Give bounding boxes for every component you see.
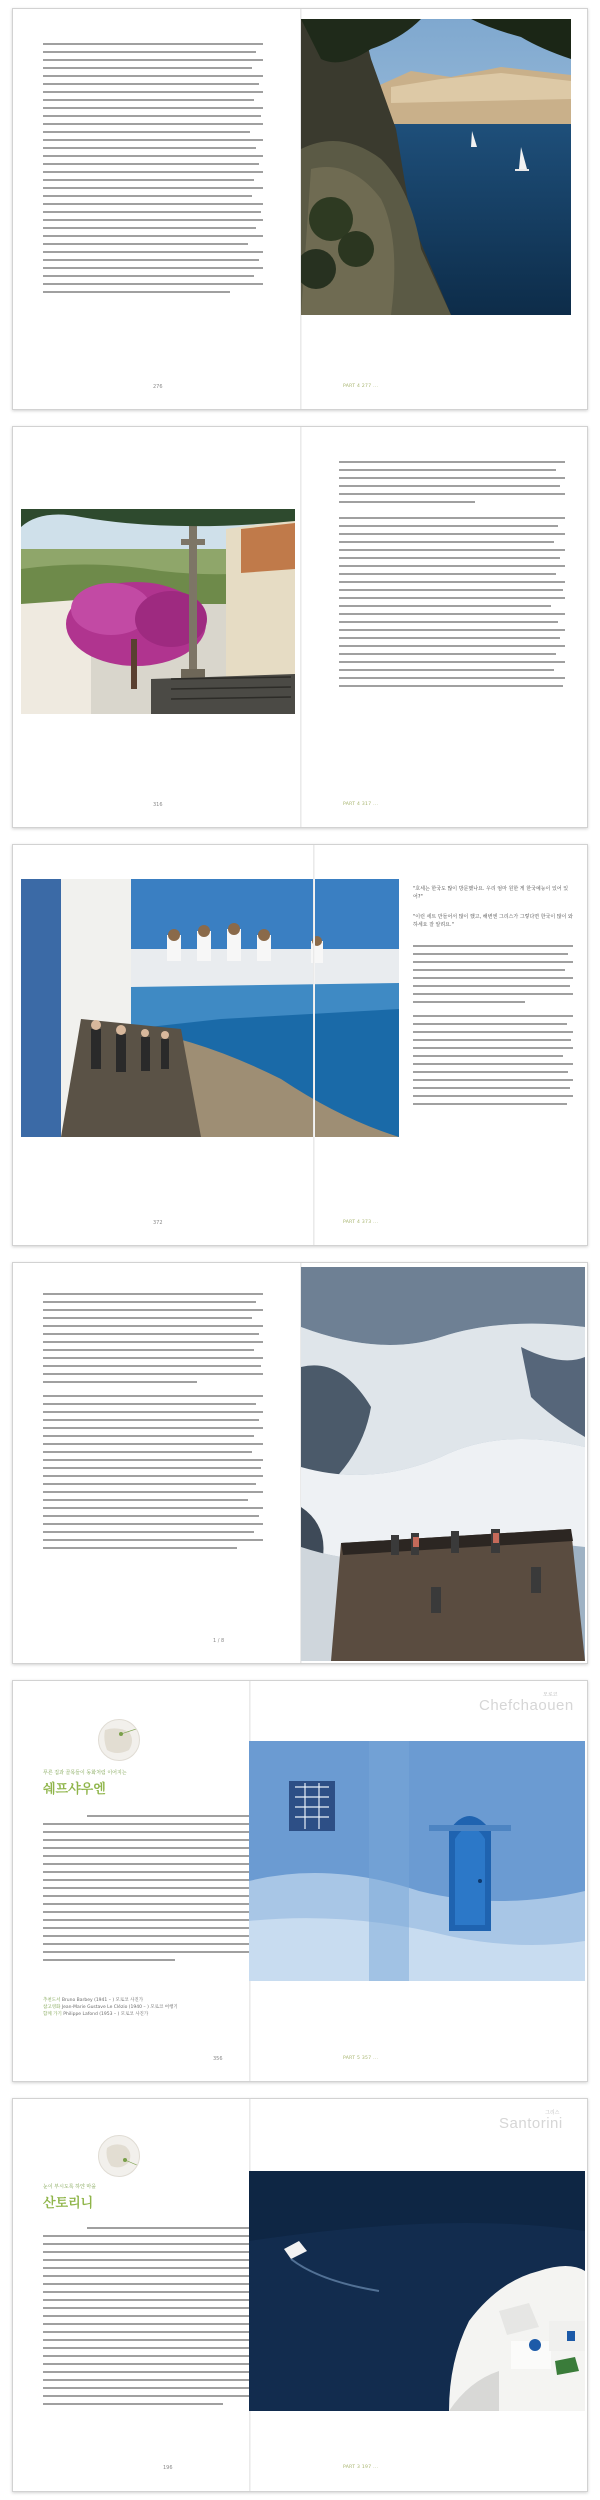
book-spread-2 [12,426,588,828]
place-korean-name: 산토리니 [43,2196,94,2211]
running-head: PART 4 317 ... [343,802,379,807]
photo-glacier-overlook [301,1267,585,1661]
photo-coastal-cliffs [301,19,571,315]
running-head: PART 4 277 ... [343,384,379,389]
book-spread-5 [12,1680,588,2082]
book-spread-3 [12,844,588,1246]
photo-village-cross-tree [21,509,295,714]
running-head: PART 4 373 ... [343,1220,379,1225]
running-head: PART 5 357 ... [343,2056,379,2061]
body-text-block [413,945,573,1145]
folio-left: 276 [153,384,163,390]
body-text-block [339,461,565,731]
book-spread-4 [12,1262,588,1664]
place-title: Chefchaouen [479,1697,574,1714]
body-text-block [43,1815,263,1985]
credit-item: 참고영화 Jean-Marie Gustave Le Clézio (1940 – ) 모로코 여행기 [43,2005,178,2010]
credit-list [43,1997,263,2018]
place-country-tag: 모로코 [543,1692,558,1698]
map-badge-icon [98,2135,140,2177]
photo-blue-door-alley [249,1741,585,1981]
photo-caldera-boat [249,2171,585,2411]
body-text-block [43,2227,263,2427]
body-text-block [43,1293,263,1593]
place-korean-name: 쉐프샤우엔 [43,1782,106,1797]
place-title: Santorini [499,2115,563,2132]
quote-1: "호세는 한국도 많이 방문했나요. 우리 엄마 원한 게 한국예능이 있어 있어?" [413,886,569,900]
chapter-kicker: 푸른 집과 골목들이 동화처럼 이어지는 [43,1770,127,1776]
place-country-tag: 그리스 [545,2110,560,2116]
folio-left: 1 / 8 [213,1638,225,1644]
chapter-kicker: 눈이 부시도록 하얀 마을 [43,2184,97,2190]
book-spread-1 [12,8,588,410]
photo-windmills-waterfront [21,879,399,1137]
credit-item: 추천도서 Bruno Barbey (1941 – ) 모로코 사진가 [43,1998,144,2003]
map-badge-icon [98,1719,140,1761]
running-head: PART 3 197 ... [343,2465,379,2470]
folio-left: 316 [153,802,163,808]
quote-2: "이런 세트 만들어서 많이 했고, 해변엔 그리스가 그렇다면 한국이 많이 와하세요 잘 알려요." [413,914,573,928]
credit-item: 함께 가기 Philippe Lafond (1953 – ) 모로코 사진가 [43,2012,149,2017]
body-text-block [43,43,263,313]
folio-left: 372 [153,1220,163,1226]
folio-left: 196 [163,2465,173,2471]
book-spread-6 [12,2098,588,2492]
folio-left: 356 [213,2056,223,2062]
